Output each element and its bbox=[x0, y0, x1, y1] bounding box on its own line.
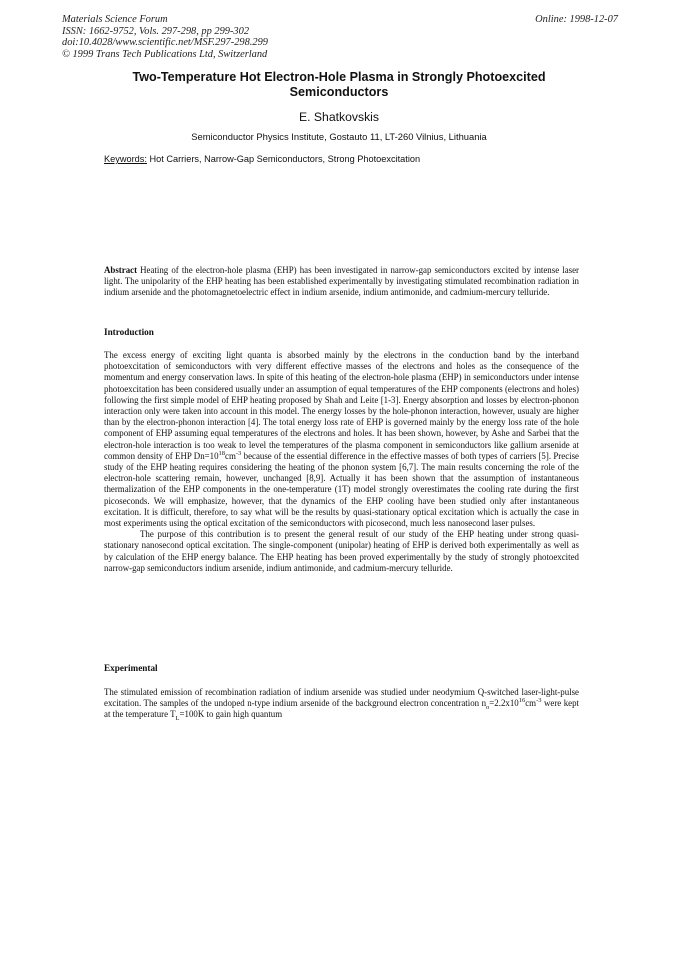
experimental-section bbox=[104, 687, 579, 721]
superscript: 18 bbox=[218, 449, 226, 457]
exp-unit: cm bbox=[525, 698, 537, 709]
superscript: -3 bbox=[536, 697, 542, 705]
intro-unit: cm bbox=[225, 450, 236, 461]
intro-text-a: The excess energy of exciting light quanta is absorbed mainly by the electrons in the conduction band by the interband photoexcitation of semiconductors with very different effective masses of the electrons and holes as the consequence of the momentum and energy conservation laws. In spite of this heating of the electron-hole plasma (EHP) in semiconductors under intense photoexcitation has been considered usually under an assumption of equal temperatures of the EHP components (electrons and holes) following the first simple model of EHP heating proposed by Shah and Leite [1-3]. Energy absorption and losses by electron-phonon interaction only were taken into account in this model. The energy losses by the hole-phonon interaction, however, usualy are higher than by the electron-phonon interaction [4]. The total energy loss rate of EHP is governed mainly by the energy loss rate of the hole component of EHP assuming equal temperatures of the electrons and holes. It has been shown, however, by Ashe and Sarbei that the electron-hole interaction is too weak to level the temperatures of the plasma component in semiconductors like gallium arsenide at common density of EHP Dn=10 bbox=[104, 350, 579, 461]
abstract-text: Heating of the electron-hole plasma (EHP) has been investigated in narrow-gap semiconductors excited by intense laser light. The unipolarity of the EHP heating has been established experimentally by investigating stimulated recombination radiation in indium arsenide and the photomagnetoelectric effect in indium arsenide, indium antimonide, and cadmium-mercury telluride. bbox=[104, 265, 579, 298]
abstract bbox=[104, 265, 579, 299]
exp-text-d: =100K to gain high quantum bbox=[179, 709, 283, 720]
keywords bbox=[104, 154, 420, 164]
issn: ISSN: 1662-9752, Vols. 297-298, pp 299-302 bbox=[62, 25, 250, 37]
exp-text-a: The stimulated emission of recombination radiation of indium arsenide was studied under neodymium Q-switched laser-light-pulse excitation. The samples of the undoped n-type indium arsenide of the background electron concentration n bbox=[104, 687, 579, 709]
journal-name: Materials Science Forum bbox=[62, 14, 168, 25]
superscript: -3 bbox=[235, 449, 242, 457]
doi-link[interactable]: doi:10.4028/www.scientific.net/MSF.297-298.299 bbox=[62, 37, 268, 49]
introduction-section bbox=[104, 350, 579, 574]
abstract-label: Abstract bbox=[104, 265, 138, 275]
subscript: o bbox=[486, 703, 490, 711]
intro-paragraph-1 bbox=[104, 350, 579, 529]
author-name: E. Shatkovskis bbox=[299, 110, 379, 124]
superscript: 16 bbox=[518, 697, 526, 705]
affiliation: Semiconductor Physics Institute, Gostauto 11, LT-260 Vilnius, Lithuania bbox=[191, 131, 487, 142]
intro-text-b: because of the essential difference in the effective masses of both types of carriers [5]. Precise study of the EHP heating requires considering the heating of the phonon system [6,7]. The main results concerning the role of the electron-hole scattering remain, however, unchanged [8,9]. Actually it has been shown that the assumption of instantaneous thermalization of the EHP components in the one-temperature (1T) model strongly overestimates the cooling rate during the first picoseconds. We will emphasize, however, that the dynamics of the EHP cooling have been studied only after instantaneous excitation. It is difficult, therefore, to say what will be the results by quasi-stationary optical excitation which is actually the case in most experiments using the optical excitation of the semiconductors with picosecond, much less nanosecond laser pulses. bbox=[104, 450, 579, 529]
citation-block bbox=[62, 14, 268, 60]
subscript: L bbox=[175, 715, 180, 723]
paper-title: Two-Temperature Hot Electron-Hole Plasma in Strongly Photoexcited Semiconductors bbox=[132, 70, 546, 99]
keywords-label: Keywords: bbox=[104, 154, 147, 164]
copyright: © 1999 Trans Tech Publications Ltd, Switzerland bbox=[62, 48, 268, 60]
keywords-list: Hot Carriers, Narrow-Gap Semiconductors, Strong Photoexcitation bbox=[149, 154, 421, 164]
exp-text-b: =2.2x10 bbox=[489, 698, 519, 709]
online-date: Online: 1998-12-07 bbox=[535, 14, 618, 25]
intro-paragraph-2: The purpose of this contribution is to present the general result of our study of the EHP heating under strong quasi-stationary nanosecond optical excitation. The single-component (unipolar) heating of EHP is derived both experimentally as well as by calculation of the EHP energy balance. The EHP heating has been proved experimentally by the study of strongly photoexcited narrow-gap semiconductors indium arsenide, indium antimonide, and cadmium-mercury telluride. bbox=[104, 529, 579, 573]
experimental-heading: Experimental bbox=[104, 663, 158, 673]
exp-text-c: were kept at the temperature T bbox=[104, 698, 580, 720]
introduction-heading: Introduction bbox=[104, 327, 154, 337]
